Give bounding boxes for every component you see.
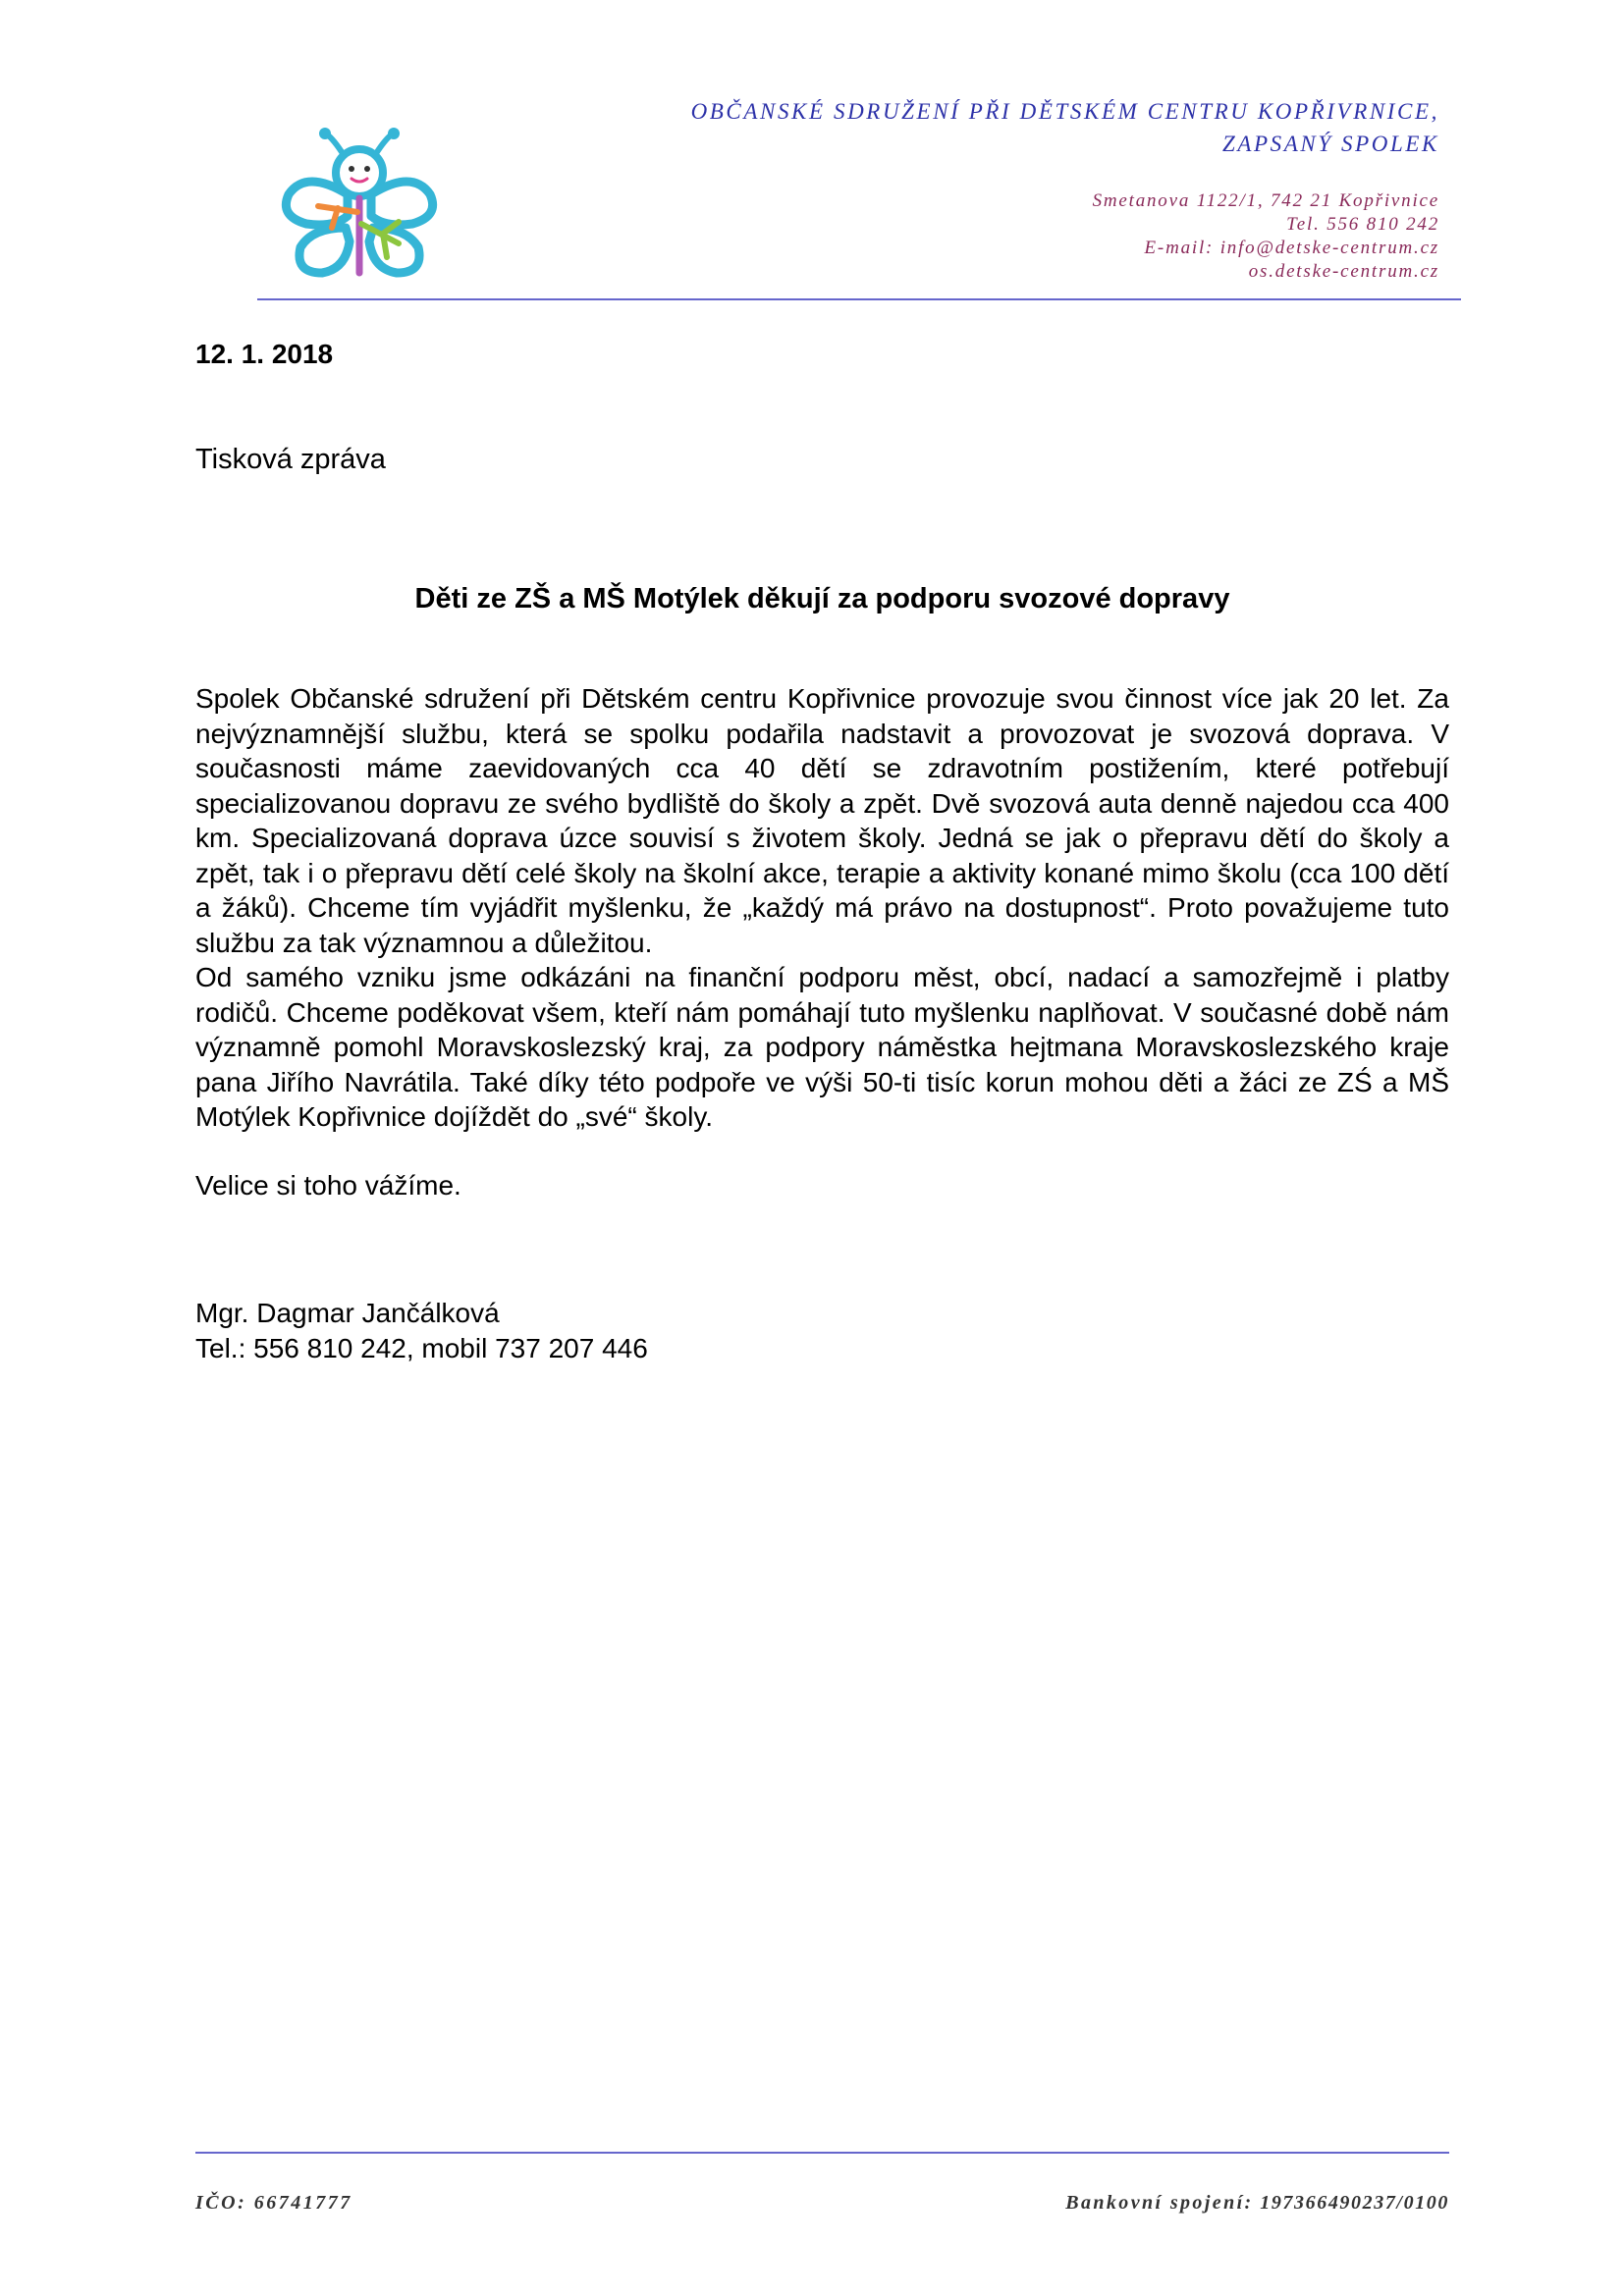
document-type: Tisková zpráva — [195, 444, 386, 475]
footer-divider — [195, 2152, 1449, 2154]
footer-bank — [1065, 2192, 1449, 2215]
org-name-line-2: ZAPSANÝ SPOLEK — [1221, 132, 1439, 156]
body-paragraph-1: Spolek Občanské sdružení při Dětském centru Kopřivnice provozuje svou činnost více jak 20 let. Za nejvýznamnější službu, která se spolku podařila nadstavit a provozovat je svozová doprava. V současnosti máme zaevidovaných cca 40 dětí se zdravotním postižením, které potřebují specializovanou dopravu ze svého bydliště do školy a zpět. Dvě svozová auta denně najedou cca 400 km. Specializovaná doprava úzce souvisí s životem školy. Jedná se jak o přepravu dětí do školy a zpět, tak i o přepravu dětí celé školy na školní akce, terapie a aktivity konané mimo školu (cca 100 dětí a žáků). Chceme tím vyjádřit myšlenku, že „každý má právo na dostupnost“. Proto považujeme tuto službu za tak významnou a důležitou. — [195, 683, 1449, 958]
org-name-line-1: OBČANSKÉ SDRUŽENÍ PŘI DĚTSKÉM CENTRU KOPŘIVRNICE, — [690, 99, 1439, 124]
header-divider — [257, 298, 1461, 300]
press-release-headline: Děti ze ZŠ a MŠ Motýlek děkují za podporu svozové dopravy — [414, 583, 1230, 614]
butterfly-logo-icon — [277, 126, 444, 293]
footer-bank-label: Bankovní spojení: — [1065, 2192, 1254, 2214]
signature-block — [195, 1296, 648, 1366]
org-web: os.detske-centrum.cz — [1248, 261, 1439, 282]
letter-date: 12. 1. 2018 — [195, 339, 334, 369]
closing-line: Velice si toho vážíme. — [195, 1170, 461, 1201]
footer-ico: IČO: 66741777 — [195, 2192, 352, 2214]
footer-bank-account: 197366490237/0100 — [1260, 2192, 1449, 2214]
signature-name: Mgr. Dagmar Jančálková — [195, 1298, 500, 1328]
signature-contact: Tel.: 556 810 242, mobil 737 207 446 — [195, 1333, 648, 1363]
org-phone: Tel. 556 810 242 — [1286, 214, 1439, 235]
org-contact-block — [654, 189, 1439, 284]
org-email: E-mail: info@detske-centrum.cz — [1144, 238, 1439, 258]
org-address: Smetanova 1122/1, 742 21 Kopřivnice — [1092, 190, 1439, 211]
body-paragraph-2: Od samého vzniku jsme odkázáni na finanční podporu měst, obcí, nadací a samozřejmě i platby rodičů. Chceme poděkovat všem, kteří nám pomáhají tuto myšlenku naplňovat. V současné době nám významně pomohl Moravskoslezský kraj, za podpory náměstka hejtmana Moravskoslezského kraje pana Jiřího Navrátila. Také díky této podpoře ve výši 50-ti tisíc korun mohou děti a žáci ze ZŚ a MŠ Motýlek Kopřivnice dojíždět do „své“ školy. — [195, 962, 1449, 1132]
letter-body — [195, 681, 1449, 1135]
org-name — [458, 95, 1439, 160]
